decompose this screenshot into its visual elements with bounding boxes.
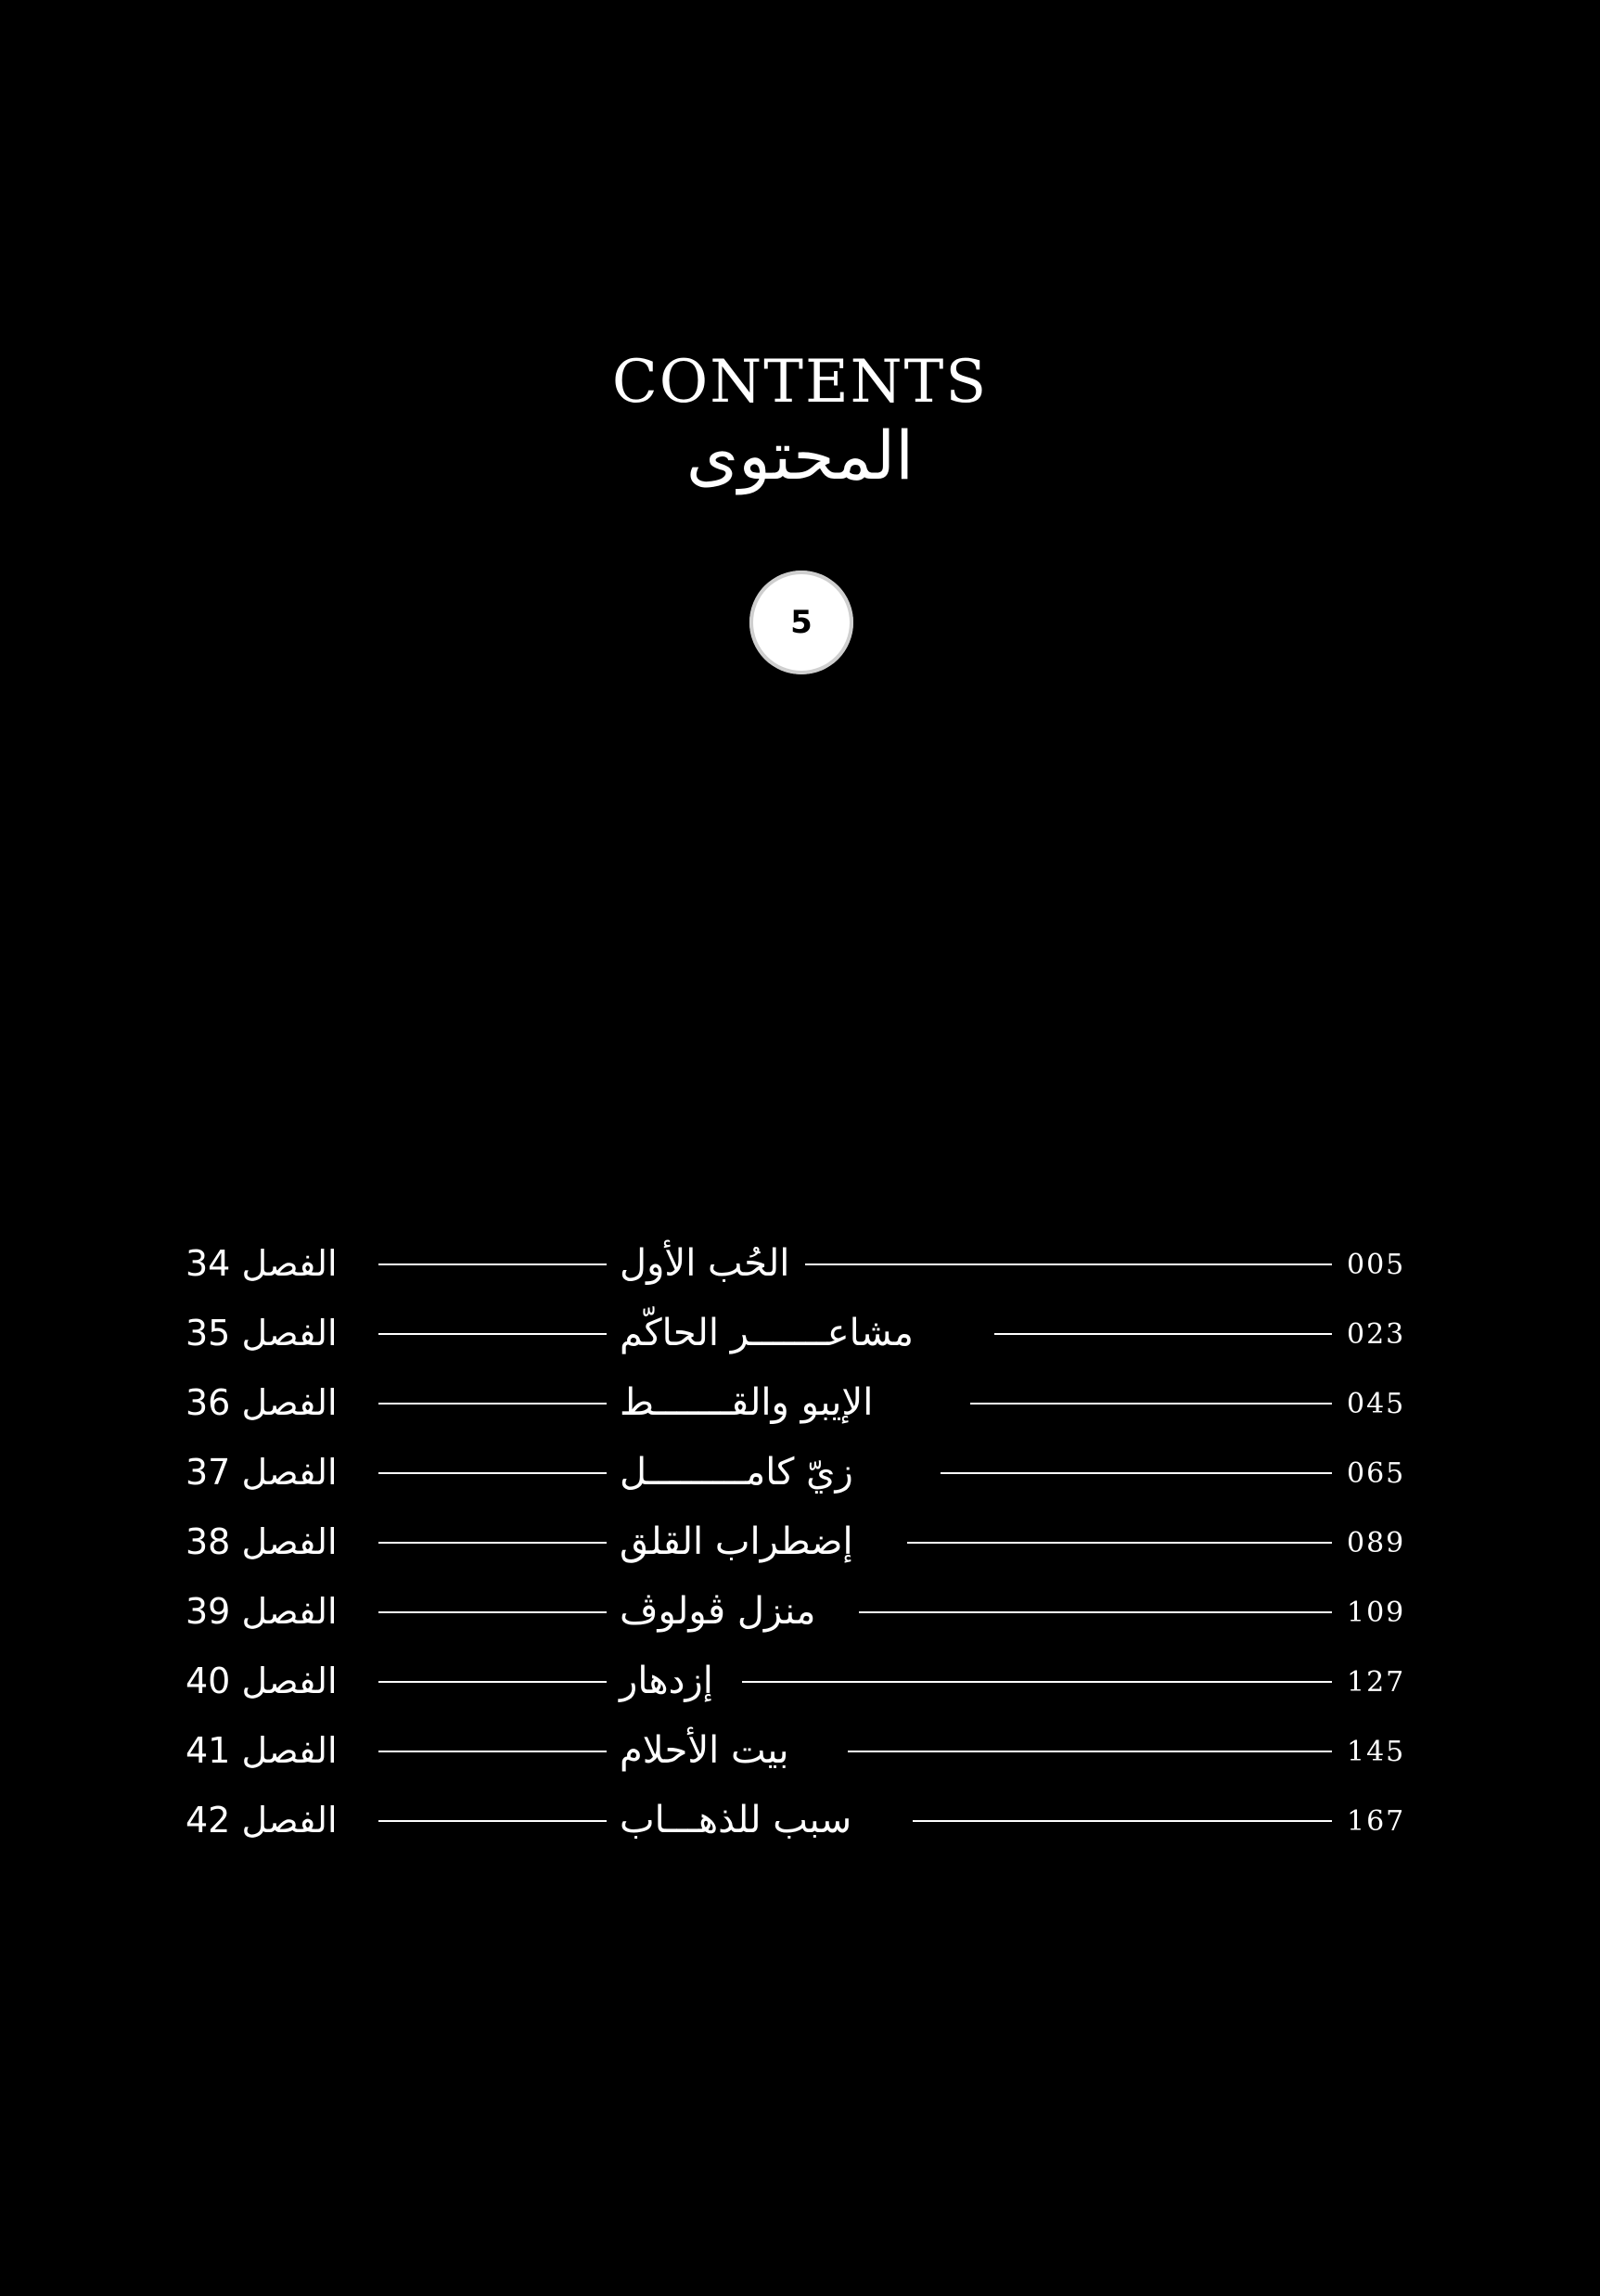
toc-entry-title: منزل ڤولوڤ xyxy=(620,1590,816,1633)
toc-entry-title: بيت الأحلام xyxy=(620,1729,789,1772)
toc-entry-title: إزدهار xyxy=(620,1660,713,1702)
toc-entry[interactable] xyxy=(0,1229,1600,1299)
toc-leader-line xyxy=(378,1542,607,1544)
toc-entry[interactable] xyxy=(0,1507,1600,1577)
page-title-arabic: المحتوى xyxy=(685,417,915,494)
toc-page-number: 089 xyxy=(1347,1527,1406,1559)
toc-leader-line xyxy=(907,1542,1332,1544)
toc-entry[interactable] xyxy=(0,1647,1600,1716)
toc-chapter-label: الفصل 37 xyxy=(186,1452,338,1493)
toc-entry-title: مشاعـــــــر الحاكّم xyxy=(620,1312,914,1354)
table-of-contents xyxy=(0,1229,1600,1860)
toc-leader-line xyxy=(941,1472,1332,1474)
toc-chapter-label: الفصل 38 xyxy=(186,1521,338,1562)
volume-number: 5 xyxy=(790,604,813,641)
toc-leader-line xyxy=(378,1681,607,1683)
toc-leader-line xyxy=(848,1751,1332,1752)
toc-entry[interactable] xyxy=(0,1716,1600,1786)
toc-entry[interactable] xyxy=(0,1299,1600,1368)
toc-entry[interactable] xyxy=(0,1577,1600,1647)
toc-leader-line xyxy=(378,1611,607,1613)
toc-leader-line xyxy=(378,1333,607,1335)
toc-leader-line xyxy=(378,1820,607,1822)
toc-chapter-label: الفصل 39 xyxy=(186,1591,338,1632)
volume-number-badge xyxy=(749,571,853,674)
toc-leader-line xyxy=(378,1403,607,1405)
toc-entry-title: إضطراب القلق xyxy=(620,1520,853,1563)
toc-leader-line xyxy=(378,1263,607,1265)
toc-page-number: 109 xyxy=(1347,1597,1406,1629)
toc-leader-line xyxy=(970,1403,1332,1405)
toc-chapter-label: الفصل 36 xyxy=(186,1382,338,1423)
toc-page-number: 065 xyxy=(1347,1457,1406,1490)
toc-chapter-label: الفصل 41 xyxy=(186,1730,338,1771)
toc-leader-line xyxy=(913,1820,1332,1822)
toc-leader-line xyxy=(742,1681,1332,1683)
toc-entry-title: زيّ كامـــــــــل xyxy=(620,1451,853,1494)
toc-leader-line xyxy=(805,1263,1332,1265)
toc-page-number: 005 xyxy=(1347,1249,1406,1281)
toc-leader-line xyxy=(994,1333,1332,1335)
toc-page-number: 127 xyxy=(1347,1666,1406,1699)
toc-page-number: 145 xyxy=(1347,1736,1406,1768)
toc-chapter-label: الفصل 40 xyxy=(186,1661,338,1701)
toc-leader-line xyxy=(859,1611,1332,1613)
toc-leader-line xyxy=(378,1472,607,1474)
toc-page-number: 023 xyxy=(1347,1318,1406,1351)
toc-page-number: 045 xyxy=(1347,1388,1406,1420)
toc-entry-title: سبب للذهـــاب xyxy=(620,1799,852,1841)
toc-entry[interactable] xyxy=(0,1368,1600,1438)
toc-entry[interactable] xyxy=(0,1786,1600,1855)
toc-chapter-label: الفصل 34 xyxy=(186,1243,338,1284)
toc-entry-title: الإيبو والقـــــــط xyxy=(620,1381,874,1424)
toc-entry-title: الحُب الأول xyxy=(620,1242,790,1285)
toc-entry[interactable] xyxy=(0,1438,1600,1507)
toc-page-number: 167 xyxy=(1347,1805,1406,1838)
page-title-english: CONTENTS xyxy=(611,348,989,417)
toc-leader-line xyxy=(378,1751,607,1752)
toc-chapter-label: الفصل 42 xyxy=(186,1800,338,1841)
toc-chapter-label: الفصل 35 xyxy=(186,1313,338,1353)
